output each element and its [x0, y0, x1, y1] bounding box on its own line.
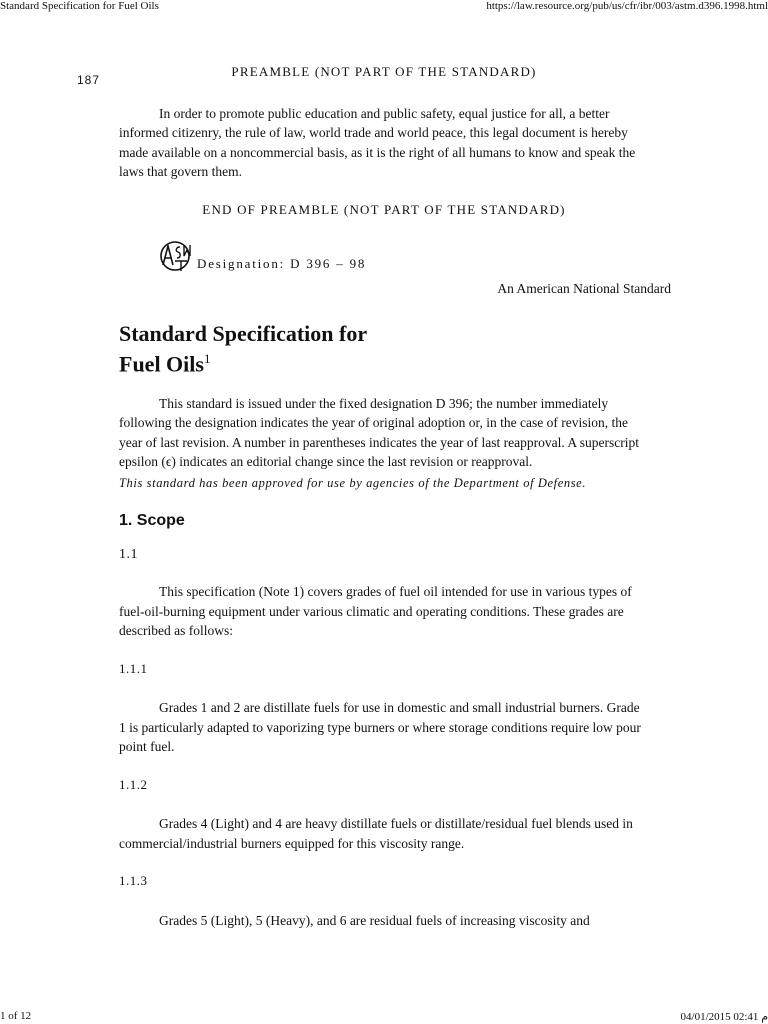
- footer-page-count: 1 of 12: [0, 1010, 32, 1022]
- section-1-1-text: This specification (Note 1) covers grades of fuel oil intended for use in various types of fuel-oil-burning equipment under various climatic and operating conditions. These grades are described as follows:: [119, 584, 632, 639]
- section-1-1-3-number: 1.1.3: [119, 873, 148, 889]
- section-1-1-2-number: 1.1.2: [119, 776, 148, 792]
- title-line-1: Standard Specification for: [119, 320, 368, 346]
- designation-block: [159, 239, 649, 273]
- document-body: [119, 62, 671, 930]
- issued-paragraph: This standard is issued under the fixed designation D 396; the number immediately following the designation indicates the year of original adoption or, in the case of revision, the year of last revision. A number in parentheses indicates the year of last reapproval. A superscript epsilon (ϵ) indicates an editorial change since the last revision or reapproval.: [119, 395, 639, 470]
- browser-header-url: https://law.resource.org/pub/us/cfr/ibr/003/astm.d396.1998.html: [486, 0, 768, 12]
- scope-heading: 1. Scope: [119, 512, 185, 530]
- section-1-1-1-text: Grades 1 and 2 are distillate fuels for use in domestic and small industrial burners. Grade 1 is particularly adapted to vaporizing type burners or where storage conditions require low pour point fuel.: [119, 700, 641, 755]
- astm-logo: [159, 239, 195, 273]
- preamble-heading: PREAMBLE (NOT PART OF THE STANDARD): [231, 64, 537, 79]
- document-title: [119, 321, 649, 376]
- footer-datetime: 04/01/2015 02:41 م: [680, 1011, 768, 1023]
- browser-header-title: Standard Specification for Fuel Oils: [0, 0, 159, 12]
- designation-text: Designation: D 396 – 98: [197, 255, 367, 271]
- section-1-1-number: 1.1: [119, 546, 138, 562]
- section-1-1-3-text: Grades 5 (Light), 5 (Heavy), and 6 are residual fuels of increasing viscosity and: [159, 912, 590, 928]
- section-1-1-2-text: Grades 4 (Light) and 4 are heavy distillate fuels or distillate/residual fuel blends used in commercial/industrial burners equipped for this viscosity range.: [119, 816, 633, 851]
- approved-note: This standard has been approved for use by agencies of the Department of Defense.: [119, 475, 587, 490]
- preamble-text: In order to promote public education and public safety, equal justice for all, a better informed citizenry, the rule of law, world trade and world peace, this legal document is hereby made available on a noncommercial basis, as it is the right of all humans to know and speak the laws that govern them.: [119, 105, 636, 179]
- title-line-2: Fuel Oils: [119, 350, 204, 376]
- title-footnote-mark: 1: [203, 350, 211, 366]
- section-1-1-1-number: 1.1.1: [119, 660, 148, 676]
- page-number: 187: [77, 73, 101, 87]
- american-national-standard: An American National Standard: [497, 281, 671, 296]
- preamble-end: END OF PREAMBLE (NOT PART OF THE STANDARD): [202, 201, 566, 217]
